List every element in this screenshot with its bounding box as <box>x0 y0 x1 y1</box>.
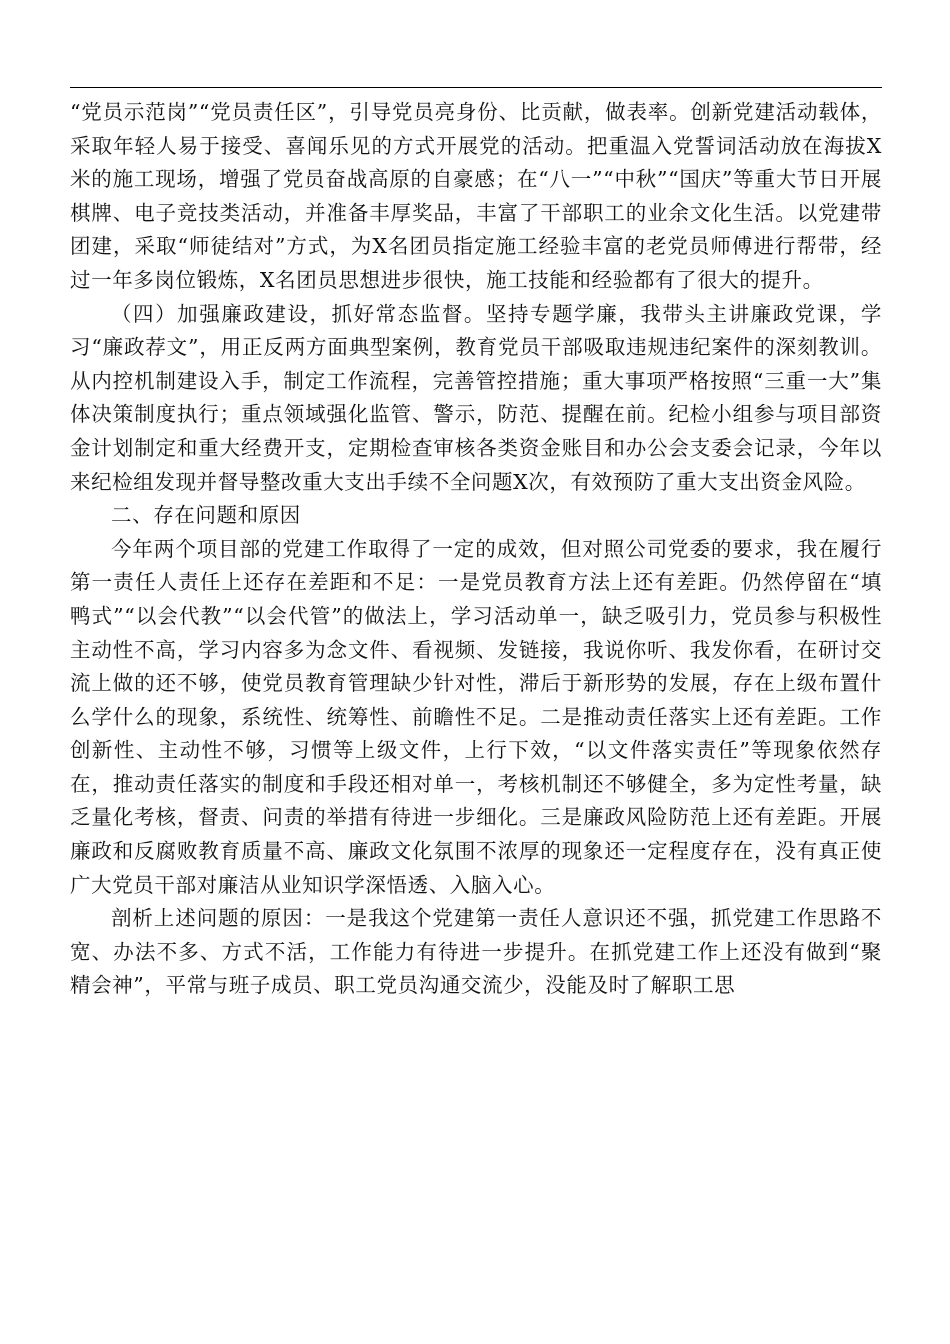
section-heading-problems: 二、存在问题和原因 <box>111 503 301 528</box>
paragraph-root-causes: 剖析上述问题的原因：一是我这个党建第一责任人意识还不强，抓党建工作思路不宽、办法不多、方式不活，工作能力有待进一步提升。在抓党建工作上还没有做到“聚精会神”，平常与班子成员、职工党员沟通交流少，没能及时了解职工思 <box>70 906 882 998</box>
header-rule <box>70 87 882 88</box>
paragraph-party-member-activities: “党员示范岗”“党员责任区”，引导党员亮身份、比贡献，做表率。创新党建活动载体，采取年轻人易于接受、喜闻乐见的方式开展党的活动。把重温入党誓词活动放在海拔X米的施工现场，增强了党员奋战高原的自豪感；在“八一”“中秋”“国庆”等重大节日开展棋牌、电子竞技类活动，并准备丰厚奖品，丰富了干部职工的业余文化生活。以党建带团建，采取“师徒结对”方式，为X名团员指定施工经验丰富的老党员师傅进行帮带，经过一年多岗位锻炼，X名团员思想进步很快，施工技能和经验都有了很大的提升。 <box>70 100 882 292</box>
document-body <box>70 96 882 1003</box>
paragraph-integrity-building: （四）加强廉政建设，抓好常态监督。坚持专题学廉，我带头主讲廉政党课，学习“廉政荐文”，用正反两方面典型案例，教育党员干部吸取违规违纪案件的深刻教训。从内控机制建设入手，制定工作流程，完善管控措施；重大事项严格按照“三重一大”集体决策制度执行；重点领域强化监管、警示，防范、提醒在前。纪检小组参与项目部资金计划制定和重大经费开支，定期检查审核各类资金账目和办公会支委会记录，今年以来纪检组发现并督导整改重大支出手续不全问题X次，有效预防了重大支出资金风险。 <box>70 301 882 494</box>
paragraph-problems: 今年两个项目部的党建工作取得了一定的成效，但对照公司党委的要求，我在履行第一责任人责任上还存在差距和不足：一是党员教育方法上还有差距。仍然停留在“填鸭式”“以会代教”“以会代管”的做法上，学习活动单一，缺乏吸引力，党员参与积极性主动性不高，学习内容多为念文件、看视频、发链接，我说你听、我发你看，在研讨交流上做的还不够，使党员教育管理缺少针对性，滞后于新形势的发展，存在上级布置什么学什么的现象，系统性、统筹性、前瞻性不足。二是推动责任落实上还有差距。工作创新性、主动性不够，习惯等上级文件，上行下效，“以文件落实责任”等现象依然存在，推动责任落实的制度和手段还相对单一，考核机制还不够健全，多为定性考量，缺乏量化考核，督责、问责的举措有待进一步细化。三是廉政风险防范上还有差距。开展廉政和反腐败教育质量不高、廉政文化氛围不浓厚的现象还一定程度存在，没有真正使广大党员干部对廉洁从业知识学深悟透、入脑入心。 <box>70 536 882 897</box>
